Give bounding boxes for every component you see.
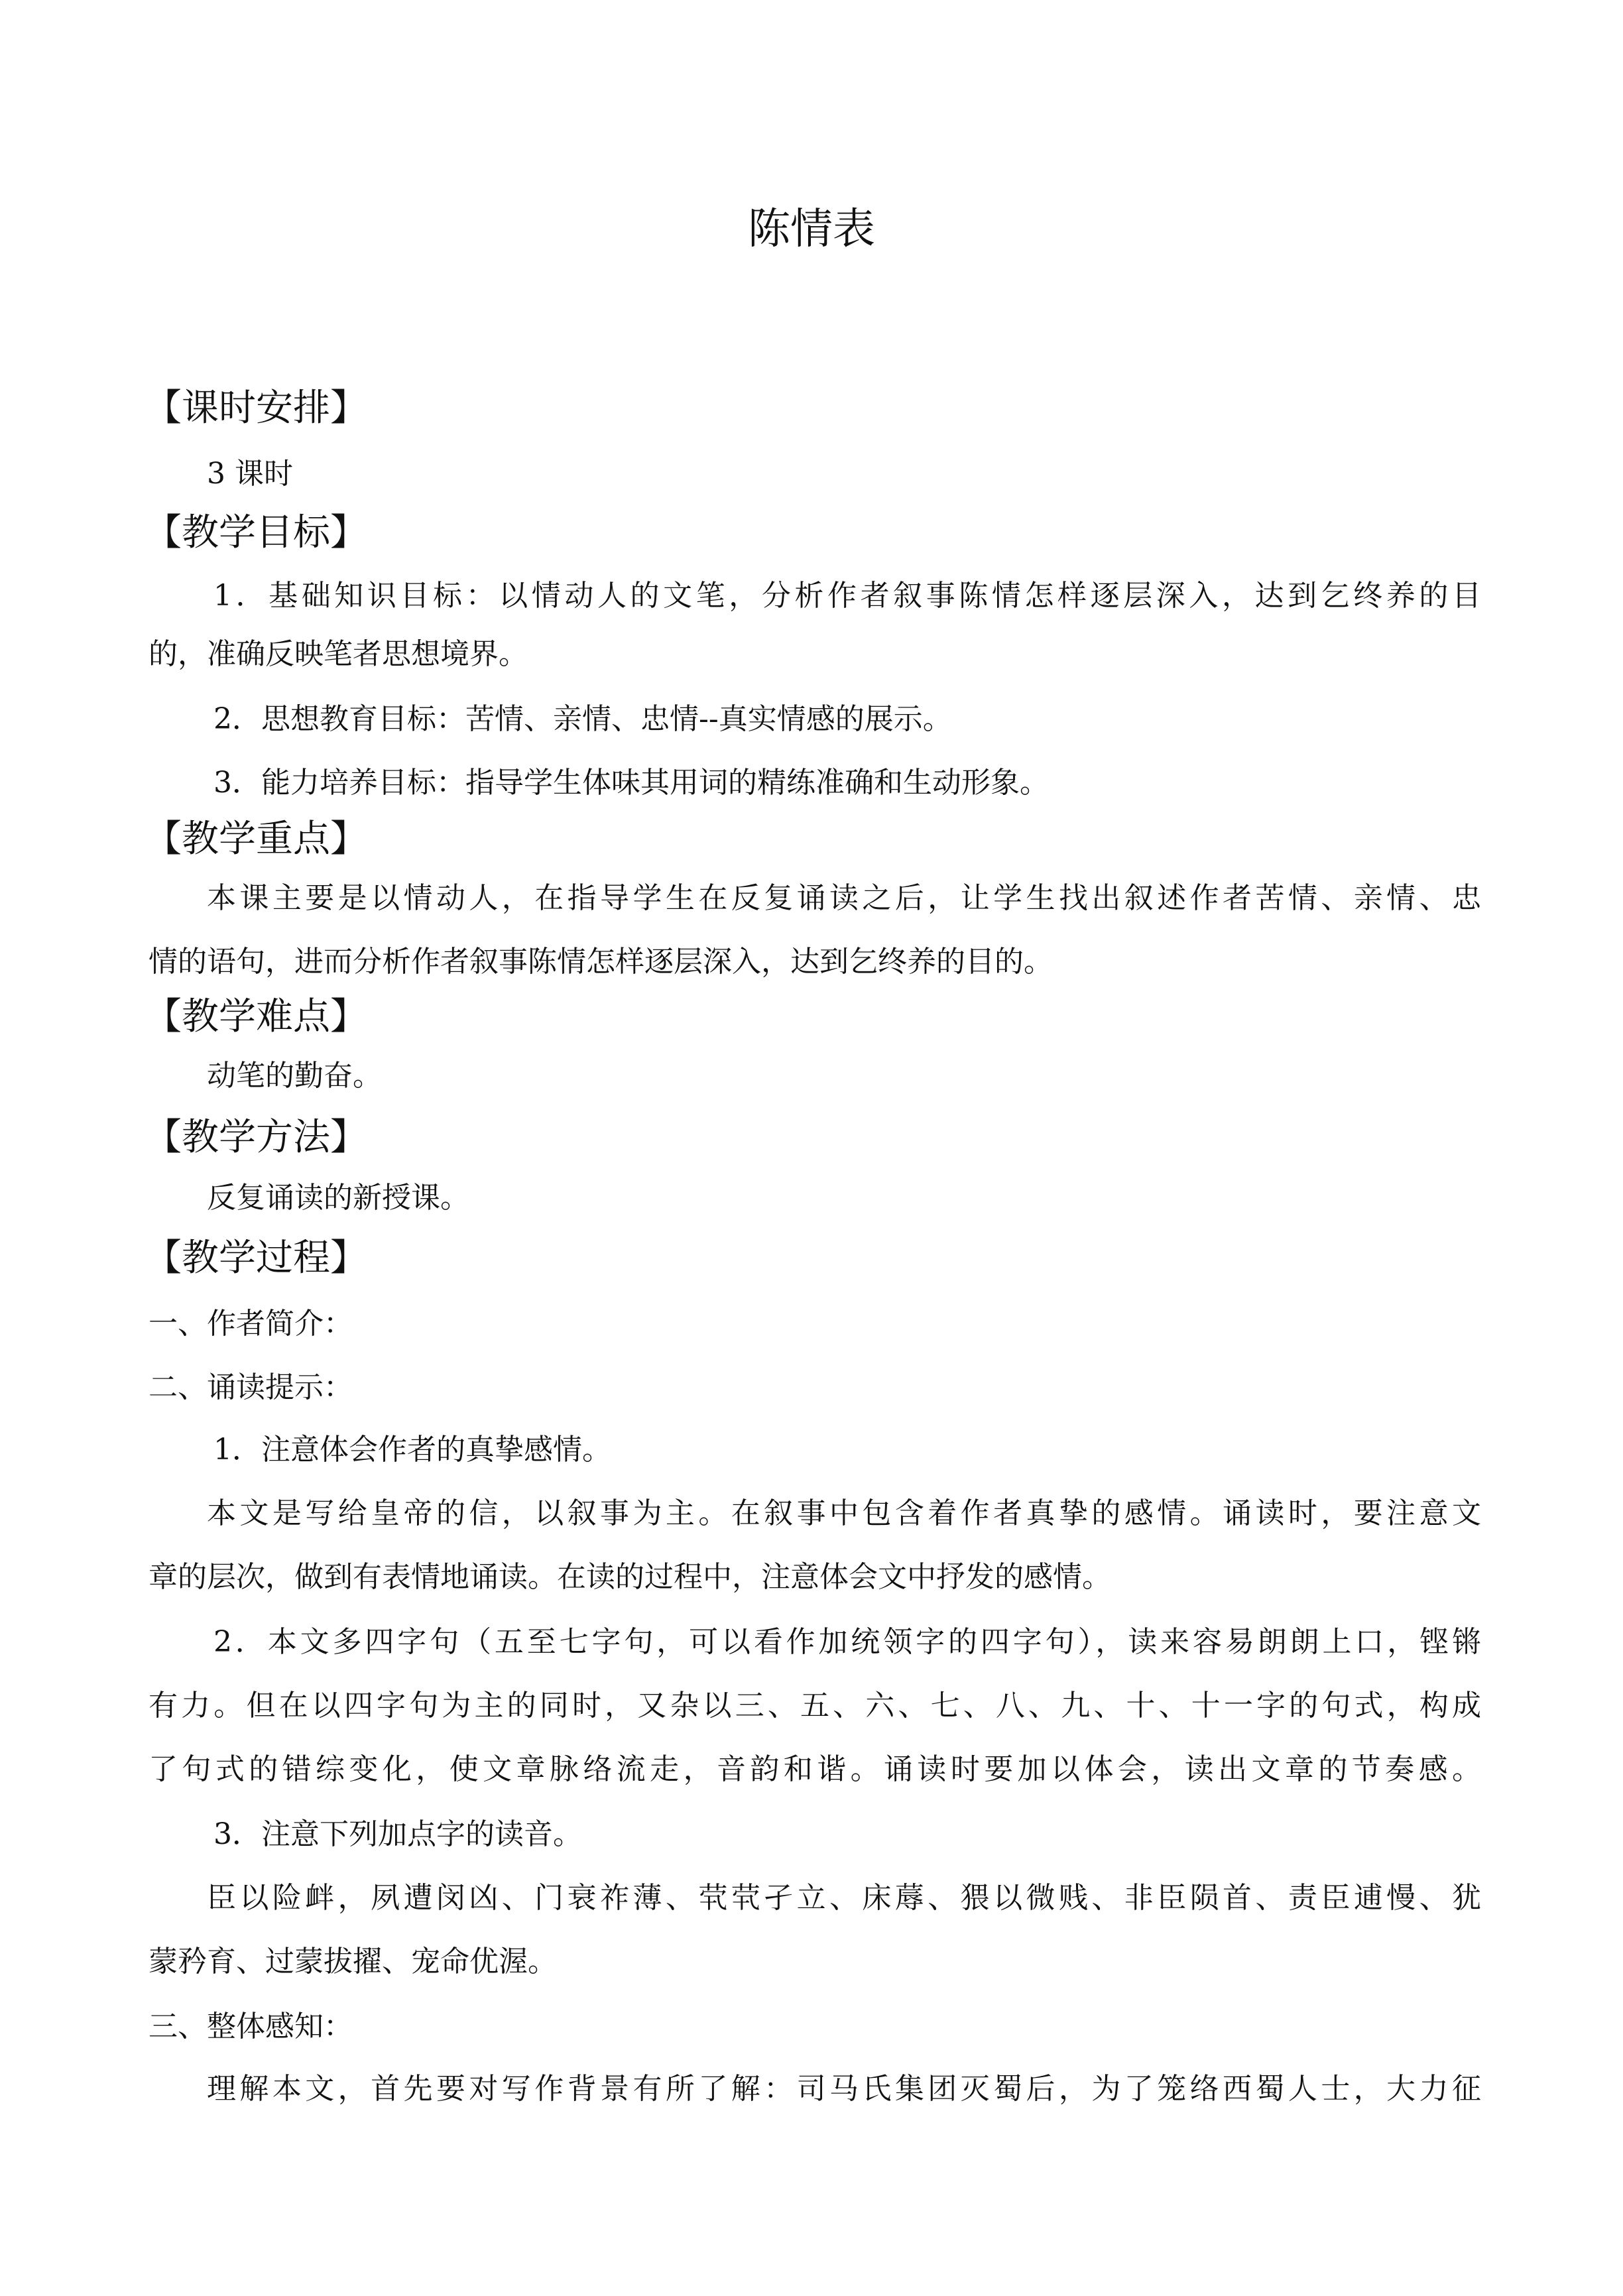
process-part-1: 一、作者简介： [149,1307,353,1341]
goal-item-2: 2．思想教育目标：苦情、亲情、忠情--真实情感的展示。 [213,702,952,736]
overview-line-1-wrap [149,2059,1481,2119]
tip-2-line-1: 2．本文多四字句（五至七字句，可以看作加统领字的四字句），读来容易朗朗上口，铿锵 [213,1625,1481,1659]
process-part-3: 三、整体感知： [149,2010,353,2043]
key-points-line-1: 本课主要是以情动人，在指导学生在反复诵读之后，让学生找出叙述作者苦情、亲情、忠 [207,881,1481,915]
schedule-content: 3 课时 [207,457,293,491]
page-title: 陈情表 [748,205,875,254]
tip-2-line-3: 了句式的错综变化，使文章脉络流走，音韵和谐。诵读时要加以体会，读出文章的节奏感。 [149,1752,1481,1786]
tip-1-title: 1．注意体会作者的真挚感情。 [213,1433,611,1467]
goal-item-3: 3．能力培养目标：指导学生体味其用词的精练准确和生动形象。 [213,766,1049,800]
process-part-2: 二、诵读提示： [149,1370,353,1404]
tip-3-title: 3．注意下列加点字的读音。 [213,1817,582,1851]
tip-2-line-1-wrap [149,1612,1481,1672]
tip-1-line-1: 本文是写给皇帝的信，以叙事为主。在叙事中包含着作者真挚的感情。诵读时，要注意文 [207,1496,1481,1530]
tip-3-line-1: 臣以险衅，夙遭闵凶、门衰祚薄、茕茕孑立、床蓐、猥以微贱、非臣陨首、责臣逋慢、犹 [207,1881,1481,1915]
tip-2-line-2: 有力。但在以四字句为主的同时，又杂以三、五、六、七、八、九、十、十一字的句式，构成 [149,1689,1481,1722]
goal-item-1-line-2: 的，准确反映笔者思想境界。 [149,637,528,671]
tip-3-line-1-wrap [149,1868,1481,1928]
tip-2-line-2-wrap [149,1676,1481,1736]
heading-process: 【教学过程】 [145,1237,367,1280]
heading-goals: 【教学目标】 [145,511,367,554]
heading-key-points: 【教学重点】 [145,817,367,861]
key-points-line-1-wrap [149,869,1481,928]
heading-schedule: 【课时安排】 [145,387,367,430]
key-points-line-2: 情的语句，进而分析作者叙事陈情怎样逐层深入，达到乞终养的目的。 [149,945,1053,979]
tip-2-line-3-wrap [149,1740,1481,1799]
methods-content: 反复诵读的新授课。 [207,1181,469,1215]
overview-line-1: 理解本文，首先要对写作背景有所了解：司马氏集团灭蜀后，为了笼络西蜀人士，大力征 [207,2072,1481,2106]
heading-methods: 【教学方法】 [145,1116,367,1159]
difficulties-content: 动笔的勤奋。 [207,1059,382,1093]
goal-item-1 [149,566,1481,626]
tip-3-line-2: 蒙矜育、过蒙拔擢、宠命优渥。 [149,1945,557,1978]
goal-item-1-line-1: 1．基础知识目标：以情动人的文笔，分析作者叙事陈情怎样逐层深入，达到乞终养的目 [213,579,1481,613]
tip-1-line-2: 章的层次，做到有表情地诵读。在读的过程中，注意体会文中抒发的感情。 [149,1560,1111,1594]
heading-difficulties: 【教学难点】 [145,995,367,1038]
tip-1-line-1-wrap [149,1484,1481,1543]
